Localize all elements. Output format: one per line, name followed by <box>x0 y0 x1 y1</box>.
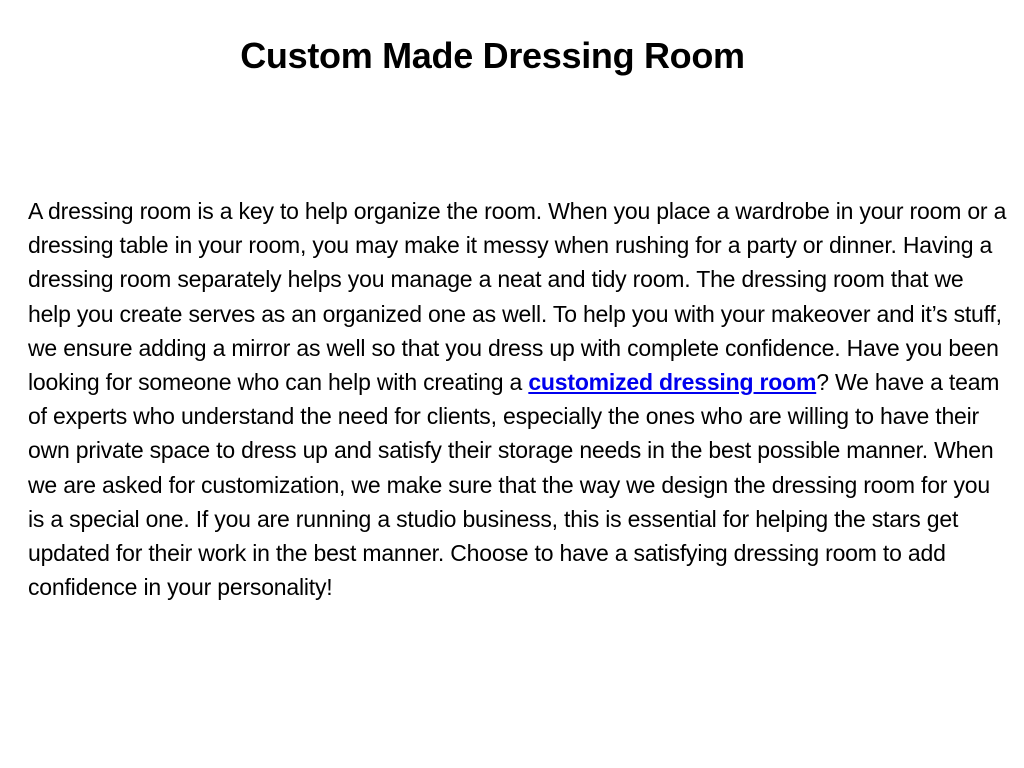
customized-dressing-room-link[interactable]: customized dressing room <box>528 369 817 396</box>
paragraph-text-after-link: ? We have a team of experts who understand the need for clients, especially the ones who are willing to have their own private space to dress up and satisfy their storage needs in the best possible manner. When we are asked for customization, we make sure that the way we design the dressing room for you is a special one. If you are running a studio business, this is essential for helping the stars get updated for their work in the best manner. Choose to have a satisfying dressing room to add confidence in your personality! <box>28 369 1000 601</box>
page-title: Custom Made Dressing Room <box>240 35 745 76</box>
paragraph-text-before-link: A dressing room is a key to help organize the room. When you place a wardrobe in your room or a dressing table in your room, you may make it messy when rushing for a party or dinner. Having a dressing room separately helps you manage a neat and tidy room. The dressing room that we help you create serves as an organized one as well. To help you with your makeover and it’s stuff, we ensure adding a mirror as well so that you dress up with complete confidence. Have you been looking for someone who can help with creating a <box>28 198 1007 396</box>
body-paragraph <box>28 194 1008 604</box>
